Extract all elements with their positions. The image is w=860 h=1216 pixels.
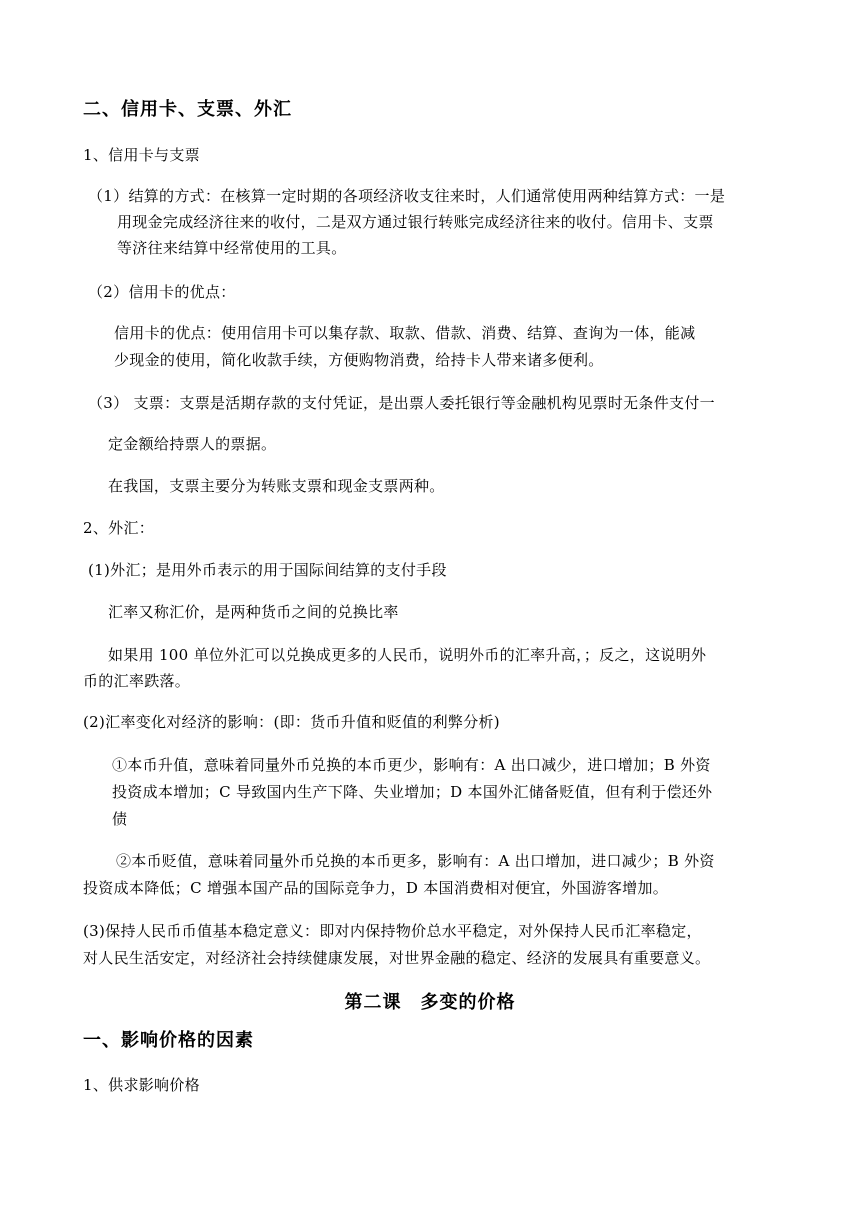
item-supply-demand: 1、供求影响价格 bbox=[83, 1076, 200, 1094]
paragraph-settlement-line2: 用现金完成经济往来的收付，二是双方通过银行转账完成经济往来的收付。信用卡、支票 bbox=[117, 213, 714, 231]
check-definition-line2: 定金额给持票人的票据。 bbox=[108, 435, 277, 453]
rmb-stability-line1: (3)保持人民币币值基本稳定意义：即对内保持物价总水平稳定，对外保持人民币汇率稳定， bbox=[83, 922, 702, 940]
forex-definition-line: (1)外汇；是用外币表示的用于国际间结算的支付手段 bbox=[88, 561, 447, 579]
appreciation-line1: ①本币升值，意味着同量外币兑换的本币更少，影响有：A 出口减少，进口增加；B 外资 bbox=[112, 756, 711, 774]
depreciation-line2: 投资成本降低；C 增强本国产品的国际竞争力，D 本国消费相对便宜，外国游客增加。 bbox=[83, 879, 669, 897]
paragraph-settlement-line1: （1）结算的方式：在核算一定时期的各项经济收支往来时，人们通常使用两种结算方式：一是 bbox=[88, 187, 726, 205]
subsection-title-forex: 2、外汇： bbox=[83, 519, 155, 537]
exchange-rate-example-line2: 币的汇率跌落。 bbox=[83, 672, 191, 690]
depreciation-line1: ②本币贬值，意味着同量外币兑换的本币更多，影响有：A 出口增加，进口减少；B 外资 bbox=[116, 852, 715, 870]
rmb-stability-line2: 对人民生活安定，对经济社会持续健康发展，对世界金融的稳定、经济的发展具有重要意义。 bbox=[83, 949, 711, 967]
subsection-title-credit-check: 1、信用卡与支票 bbox=[83, 146, 200, 164]
paragraph-settlement-line3: 等济往来结算中经常使用的工具。 bbox=[117, 239, 347, 257]
exchange-rate-definition-line: 汇率又称汇价，是两种货币之间的兑换比率 bbox=[108, 603, 399, 621]
section-heading-price-factors: 一、影响价格的因素 bbox=[83, 1030, 254, 1051]
lesson-title: 第二课 多变的价格 bbox=[344, 992, 516, 1013]
exchange-rate-impact-title: (2)汇率变化对经济的影响：(即：货币升值和贬值的利弊分析) bbox=[83, 713, 500, 731]
appreciation-line2: 投资成本增加；C 导致国内生产下降、失业增加；D 本国外汇储备贬值，但有利于偿还外 bbox=[112, 783, 713, 801]
appreciation-line3: 债 bbox=[112, 810, 128, 828]
credit-card-advantages-line1: 信用卡的优点：使用信用卡可以集存款、取款、借款、消费、结算、查询为一体，能减 bbox=[114, 324, 696, 342]
section-heading-credit-check-forex: 二、信用卡、支票、外汇 bbox=[83, 99, 292, 120]
check-definition-line1: （3） 支票：支票是活期存款的支付凭证，是出票人委托银行等金融机构见票时无条件支付一 bbox=[88, 394, 715, 412]
exchange-rate-example-line1: 如果用 100 单位外汇可以兑换成更多的人民币，说明外币的汇率升高，；反之，这说明外 bbox=[108, 646, 707, 664]
check-types-line: 在我国，支票主要分为转账支票和现金支票两种。 bbox=[108, 477, 445, 495]
credit-card-advantages-line2: 少现金的使用，简化收款手续，方便购物消费，给持卡人带来诸多便利。 bbox=[114, 351, 604, 369]
credit-card-advantages-title: （2）信用卡的优点： bbox=[88, 283, 236, 301]
